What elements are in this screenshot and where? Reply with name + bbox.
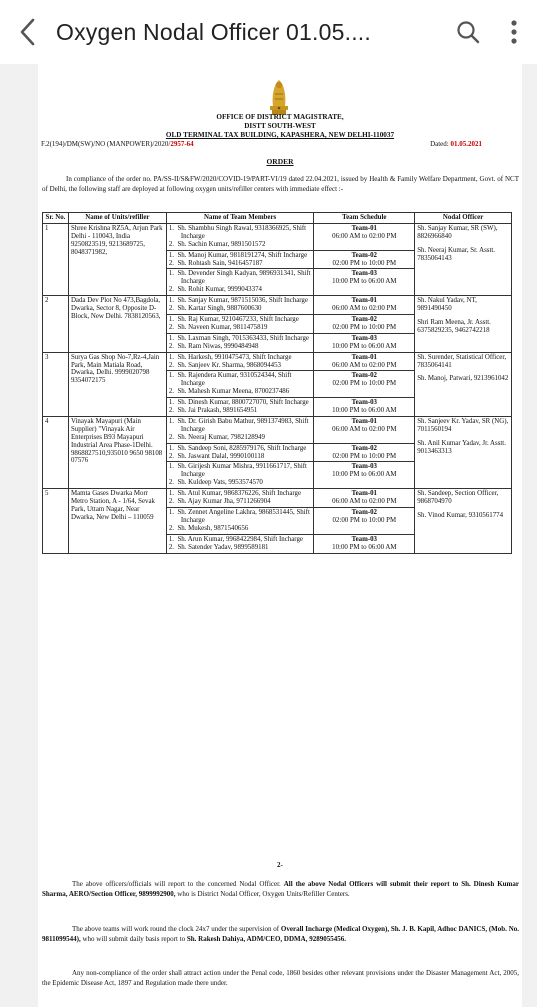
table-header-row bbox=[43, 213, 512, 224]
nodal-officer-cell bbox=[415, 223, 512, 295]
team-time: 02:00 PM to 10:00 PM bbox=[332, 259, 397, 267]
nodal-officer: Sh. Anil Kumar Yadav, Jr. Asstt. 9013463313 bbox=[417, 439, 506, 455]
team-name: Team-03 bbox=[351, 399, 378, 407]
member-text: Sh. Jai Prakash, 9891654951 bbox=[177, 407, 258, 415]
schedule-cell bbox=[314, 223, 415, 250]
nodal-officer: Sh. Sanjay Kumar, SR (SW), 8826966840 bbox=[417, 224, 498, 240]
document-title: Oxygen Nodal Officer 01.05.... bbox=[56, 18, 371, 45]
team-member bbox=[169, 286, 312, 294]
header-nodal-officer: Nodal Officer bbox=[415, 213, 512, 224]
team-name: Team-01 bbox=[351, 297, 378, 305]
member-index: 1. bbox=[168, 463, 178, 471]
deployment-table bbox=[42, 212, 512, 554]
team-time: 06:00 AM to 02:00 PM bbox=[332, 232, 397, 240]
schedule-cell bbox=[314, 296, 415, 315]
unit-cell: Mamta Gases Dwarka Morr Metro Station, A - 1/64, Sevak Park, Uttam Nagar, Near Dwarka, New Delhi – 110059 bbox=[68, 489, 166, 553]
member-text: Sh. Mahesh Kumar Meena, 8700237486 bbox=[177, 388, 290, 396]
sr-no-cell: 5 bbox=[43, 489, 69, 553]
nodal-officer: Sh. Surender, Statistical Officer, 7835064141 bbox=[417, 353, 507, 369]
team-time: 10:00 PM to 06:00 AM bbox=[332, 543, 397, 551]
team-member bbox=[169, 490, 312, 498]
member-index: 2. bbox=[168, 543, 178, 551]
member-text: Sh. Harkesh, 9910475473, Shift Incharge bbox=[177, 353, 292, 361]
order-date: Dated: 01.05.2021 bbox=[430, 140, 482, 148]
office-address: OLD TERMINAL TAX BUILDING, KAPASHERA, NEW DELHI-110037 bbox=[165, 131, 395, 139]
nodal-officer: Sh. Manoj, Patwari, 9213961042 bbox=[417, 375, 509, 383]
sr-no-cell: 1 bbox=[43, 223, 69, 295]
member-index: 1. bbox=[168, 251, 178, 259]
member-text: Sh. Jaswant Dalal, 9990100118 bbox=[177, 452, 265, 460]
member-text: Sh. Ajay Kumar Jha, 9711266904 bbox=[177, 498, 271, 506]
team-member bbox=[169, 498, 312, 506]
member-index: 1. bbox=[168, 509, 178, 516]
member-text: Sh. Neeraj Kumar, 7982128949 bbox=[177, 433, 265, 441]
member-index: 1. bbox=[168, 353, 178, 361]
team-time: 10:00 PM to 06:00 AM bbox=[332, 342, 397, 350]
team-time: 10:00 PM to 06:00 AM bbox=[332, 471, 397, 479]
document-page[interactable] bbox=[38, 64, 522, 1007]
member-index: 1. bbox=[168, 315, 178, 323]
more-options-button[interactable] bbox=[491, 0, 537, 64]
member-text: Sh. Dinesh Kumar, 8800727070, Shift Incharge bbox=[177, 399, 309, 407]
team-time: 06:00 AM to 02:00 PM bbox=[332, 498, 397, 506]
nodal-officer: Sh. Sanjeev Kr. Yadav, SR (NG), 7011560194 bbox=[417, 417, 509, 433]
team-member bbox=[169, 252, 312, 260]
nodal-officer-cell bbox=[415, 296, 512, 352]
search-icon bbox=[456, 20, 480, 44]
reporting-paragraph: The above officers/officials will report to the concerned Nodal Officer. All the above Nodal Officers will submit their report to Sh. Dinesh Kumar Sharma, AERO/Section Officer, 9899992900, who is District Nodal Officer, Oxygen Units/Refiller Centers. bbox=[42, 880, 519, 899]
schedule-cell bbox=[314, 462, 415, 489]
team-member bbox=[169, 335, 312, 343]
team-name: Team-02 bbox=[351, 509, 378, 516]
member-index: 2. bbox=[168, 305, 178, 313]
schedule-cell bbox=[314, 534, 415, 553]
nodal-officer: Sh. Vinod Kumar, 9310561774 bbox=[417, 512, 504, 519]
team-time: 10:00 PM to 06:00 AM bbox=[332, 278, 397, 286]
team-member bbox=[169, 316, 312, 324]
team-time: 02:00 PM to 10:00 PM bbox=[332, 380, 397, 388]
members-cell bbox=[166, 250, 314, 269]
state-emblem-icon bbox=[267, 76, 291, 116]
team-time: 06:00 AM to 02:00 PM bbox=[332, 361, 397, 369]
team-time: 06:00 AM to 02:00 PM bbox=[332, 425, 397, 433]
team-member bbox=[169, 388, 312, 396]
member-text: Sh. Sandeep Soni, 8285979176, Shift Incharge bbox=[177, 444, 307, 452]
district-heading: DISTT SOUTH-WEST bbox=[244, 122, 316, 130]
members-cell bbox=[166, 371, 314, 398]
member-index: 1. bbox=[168, 490, 178, 498]
team-time: 10:00 PM to 06:00 AM bbox=[332, 407, 397, 415]
team-time: 06:00 AM to 02:00 PM bbox=[332, 305, 397, 313]
members-cell bbox=[166, 314, 314, 333]
member-index: 2. bbox=[168, 342, 178, 350]
chevron-left-icon bbox=[19, 17, 37, 47]
schedule-cell bbox=[314, 489, 415, 508]
sr-no-cell: 3 bbox=[43, 352, 69, 416]
header-unit: Name of Units/refiller bbox=[68, 213, 166, 224]
team-name: Team-02 bbox=[351, 444, 378, 452]
team-name: Team-03 bbox=[351, 535, 378, 543]
team-member bbox=[169, 525, 312, 533]
member-index: 1. bbox=[168, 399, 178, 407]
sr-no-cell: 4 bbox=[43, 416, 69, 488]
compliance-paragraph: Any non-compliance of the order shall attract action under the Penal code, 1860 besides other relevant provisions under the Disaster Management Act, 2005, the Epidemic Disease Act, 1897 and Regulation made there under. bbox=[42, 969, 519, 988]
member-index: 1. bbox=[168, 417, 178, 425]
members-cell bbox=[166, 296, 314, 315]
table-row bbox=[43, 296, 512, 315]
team-time: 02:00 PM to 10:00 PM bbox=[332, 323, 397, 331]
member-text: Sh. Laxman Singh, 7015363433, Shift Incharge bbox=[177, 334, 309, 342]
nodal-officer: Sh. Neeraj Kumar, Sr. Asstt. 7835064143 bbox=[417, 246, 495, 262]
member-index: 1. bbox=[168, 270, 178, 278]
member-text: Sh. Ram Niwas, 9990484948 bbox=[177, 342, 259, 350]
member-index: 1. bbox=[168, 535, 178, 543]
members-cell bbox=[166, 508, 314, 535]
member-index: 2. bbox=[168, 323, 178, 331]
members-cell bbox=[166, 534, 314, 553]
members-cell bbox=[166, 443, 314, 462]
unit-cell: Shree Krishna RZ5A, Arjun Park Delhi - 110043, India 9250823519, 9213689725, 8048371982, bbox=[68, 223, 166, 295]
member-text: Sh. Devender Singh Kadyan, 9896931341, Shift Incharge bbox=[177, 270, 311, 286]
team-name: Team-03 bbox=[351, 334, 378, 342]
schedule-cell bbox=[314, 333, 415, 352]
member-text: Sh. Arun Kumar, 9968422984, Shift Incharge bbox=[177, 535, 303, 543]
reference-number: F.2(194)/DM(SW)/NO (MANPOWER)/2020/2957-64 bbox=[41, 140, 194, 148]
members-cell bbox=[166, 223, 314, 250]
team-member bbox=[169, 418, 312, 434]
office-heading: OFFICE OF DISTRICT MAGISTRATE, bbox=[216, 113, 344, 121]
team-member bbox=[169, 479, 312, 487]
team-member bbox=[169, 362, 312, 370]
member-text: Sh. Manoj Kumar, 9818191274, Shift Incharge bbox=[177, 251, 308, 259]
more-vertical-icon bbox=[510, 19, 518, 45]
member-index: 1. bbox=[168, 444, 178, 452]
member-text: Sh. Zennet Angeline Lakhra, 9868531445, Shift Incharge bbox=[177, 509, 310, 524]
member-text: Sh. Raj Kumar, 9210467233, Shift Incharge bbox=[177, 315, 299, 323]
table-row bbox=[43, 352, 512, 371]
schedule-cell bbox=[314, 443, 415, 462]
team-member bbox=[169, 445, 312, 453]
schedule-cell bbox=[314, 416, 415, 443]
member-index: 2. bbox=[168, 407, 178, 415]
member-index: 1. bbox=[168, 297, 178, 305]
schedule-cell bbox=[314, 352, 415, 371]
member-index: 1. bbox=[168, 224, 178, 232]
schedule-cell bbox=[314, 398, 415, 417]
table-row bbox=[43, 489, 512, 508]
team-time: 02:00 PM to 10:00 PM bbox=[332, 516, 397, 524]
schedule-cell bbox=[314, 314, 415, 333]
header-schedule: Team Schedule bbox=[314, 213, 415, 224]
team-name: Team-02 bbox=[351, 251, 378, 259]
team-time: 02:00 PM to 10:00 PM bbox=[332, 452, 397, 460]
member-text: Sh. Kartar Singh, 9887600630 bbox=[177, 305, 262, 313]
team-member bbox=[169, 399, 312, 407]
back-button[interactable] bbox=[0, 0, 56, 64]
member-text: Sh. Rohit Kumar, 9999043374 bbox=[177, 286, 262, 294]
table-row bbox=[43, 223, 512, 250]
team-member bbox=[169, 297, 312, 305]
schedule-cell bbox=[314, 250, 415, 269]
team-member bbox=[169, 536, 312, 544]
member-index: 2. bbox=[168, 286, 178, 294]
members-cell bbox=[166, 462, 314, 489]
team-name: Team-01 bbox=[351, 490, 378, 498]
member-index: 2. bbox=[168, 479, 178, 487]
schedule-cell bbox=[314, 269, 415, 296]
nodal-officer: Sh. Nakul Yadav, NT, 9891490450 bbox=[417, 297, 477, 313]
team-member bbox=[169, 225, 312, 241]
header-members: Name of Team Members bbox=[166, 213, 314, 224]
member-text: Sh. Sanjay Kumar, 9871515036, Shift Incharge bbox=[177, 297, 308, 305]
member-text: Sh. Satender Yadav, 9899589181 bbox=[177, 543, 269, 551]
member-index: 2. bbox=[168, 524, 178, 532]
schedule-cell bbox=[314, 508, 415, 535]
member-text: Sh. Kuldeep Vats, 9953574570 bbox=[177, 479, 263, 487]
member-index: 2. bbox=[168, 498, 178, 506]
member-index: 2. bbox=[168, 259, 178, 267]
team-member bbox=[169, 260, 312, 268]
intro-paragraph: In compliance of the order no. PA/SS-II/S&FW/2020/COVID-19/PART-VI/19 dated 22.04.2021, issued by Health & Family Welfare Department, Govt. of NCT of Delhi, the following staff are deployed at following oxygen units/refiller centers with immediate effect :- bbox=[42, 175, 519, 194]
nodal-officer: Sh. Sandeep, Section Officer, 9868704970 bbox=[417, 490, 499, 506]
members-cell bbox=[166, 269, 314, 296]
team-name: Team-03 bbox=[351, 463, 378, 471]
team-name: Team-03 bbox=[351, 270, 378, 278]
team-member bbox=[169, 343, 312, 351]
team-member bbox=[169, 463, 312, 479]
unit-cell: Surya Gas Shop No-7,Rz-4,Jain Park, Main Matiala Road, Dwarka, Delhi. 9999020798 9354072175 bbox=[68, 352, 166, 416]
member-text: Sh. Dr. Girish Babu Mathur, 9891374983, Shift Incharge bbox=[177, 417, 309, 433]
team-name: Team-02 bbox=[351, 372, 378, 380]
header-sr-no: Sr. No. bbox=[43, 213, 69, 224]
members-cell bbox=[166, 489, 314, 508]
nodal-officer-cell bbox=[415, 352, 512, 416]
unit-cell: Vinayak Mayapuri (Main Supplier) "Vinayak Air Enterprises B93 Mayapuri Industrial Area Phase-1Delhi. 9868827510,935010 9650 98108 07576 bbox=[68, 416, 166, 488]
supervision-paragraph: The above teams will work round the clock 24x7 under the supervision of Overall Incharge (Medical Oxygen), Sh. J. B. Kapil, Adhoc DANICS, (Mob. No. 9811099544), who will submit daily basis report to Sh. Rakesh Dahiya, ADM/CEO, DDMA, 9289055456. bbox=[42, 925, 520, 944]
member-index: 2. bbox=[168, 240, 178, 248]
member-text: Sh. Mukesh, 9871540656 bbox=[177, 524, 249, 532]
team-name: Team-01 bbox=[351, 353, 378, 361]
nodal-officer-cell bbox=[415, 489, 512, 553]
member-text: Sh. Naveen Kumar, 9811475819 bbox=[177, 323, 268, 331]
member-index: 2. bbox=[168, 433, 178, 441]
team-name: Team-01 bbox=[351, 224, 378, 232]
team-member bbox=[169, 270, 312, 286]
order-title: ORDER bbox=[266, 157, 294, 166]
table-row bbox=[43, 416, 512, 443]
team-name: Team-01 bbox=[351, 417, 378, 425]
member-text: Sh. Sachin Kumar, 9891501572 bbox=[177, 240, 266, 248]
team-member bbox=[169, 241, 312, 249]
page-number: 2- bbox=[277, 861, 283, 869]
team-member bbox=[169, 434, 312, 442]
member-text: Sh. Girijesh Kumar Mishra, 9911661717, Shift Incharge bbox=[177, 463, 307, 479]
app-bar bbox=[0, 0, 537, 64]
members-cell bbox=[166, 352, 314, 371]
team-member bbox=[169, 305, 312, 313]
member-text: Sh. Atul Kumar, 9868376226, Shift Incharge bbox=[177, 490, 302, 498]
members-cell bbox=[166, 398, 314, 417]
member-text: Sh. Rajendera Kumar, 9310524344, Shift Incharge bbox=[177, 372, 292, 388]
member-text: Sh. Shambhu Singh Rawal, 9318366925, Shift Incharge bbox=[177, 224, 307, 240]
member-text: Sh. Sanjeev Kr. Sharma, 9868094453 bbox=[177, 361, 281, 369]
team-member bbox=[169, 407, 312, 415]
member-index: 2. bbox=[168, 388, 178, 396]
schedule-cell bbox=[314, 371, 415, 398]
nodal-officer-cell bbox=[415, 416, 512, 488]
team-member bbox=[169, 372, 312, 388]
members-cell bbox=[166, 416, 314, 443]
sr-no-cell: 2 bbox=[43, 296, 69, 352]
team-member bbox=[169, 354, 312, 362]
team-member bbox=[169, 509, 312, 525]
search-button[interactable] bbox=[445, 0, 491, 64]
member-index: 2. bbox=[168, 361, 178, 369]
member-text: Sh. Rohtash Sain, 9416457187 bbox=[177, 259, 263, 267]
unit-cell: Dada Dev Plot No 473,Bagdola, Dwarka, Sector 8, Opposite D-Block, New Delhi. 7838120563, bbox=[68, 296, 166, 352]
members-cell bbox=[166, 333, 314, 352]
team-member bbox=[169, 453, 312, 461]
team-member bbox=[169, 544, 312, 552]
team-name: Team-02 bbox=[351, 315, 378, 323]
member-index: 2. bbox=[168, 452, 178, 460]
nodal-officer: Shri Ram Meena, Jr. Asstt. 6375829235, 9462742218 bbox=[417, 318, 491, 334]
member-index: 1. bbox=[168, 372, 178, 380]
team-member bbox=[169, 324, 312, 332]
member-index: 1. bbox=[168, 334, 178, 342]
